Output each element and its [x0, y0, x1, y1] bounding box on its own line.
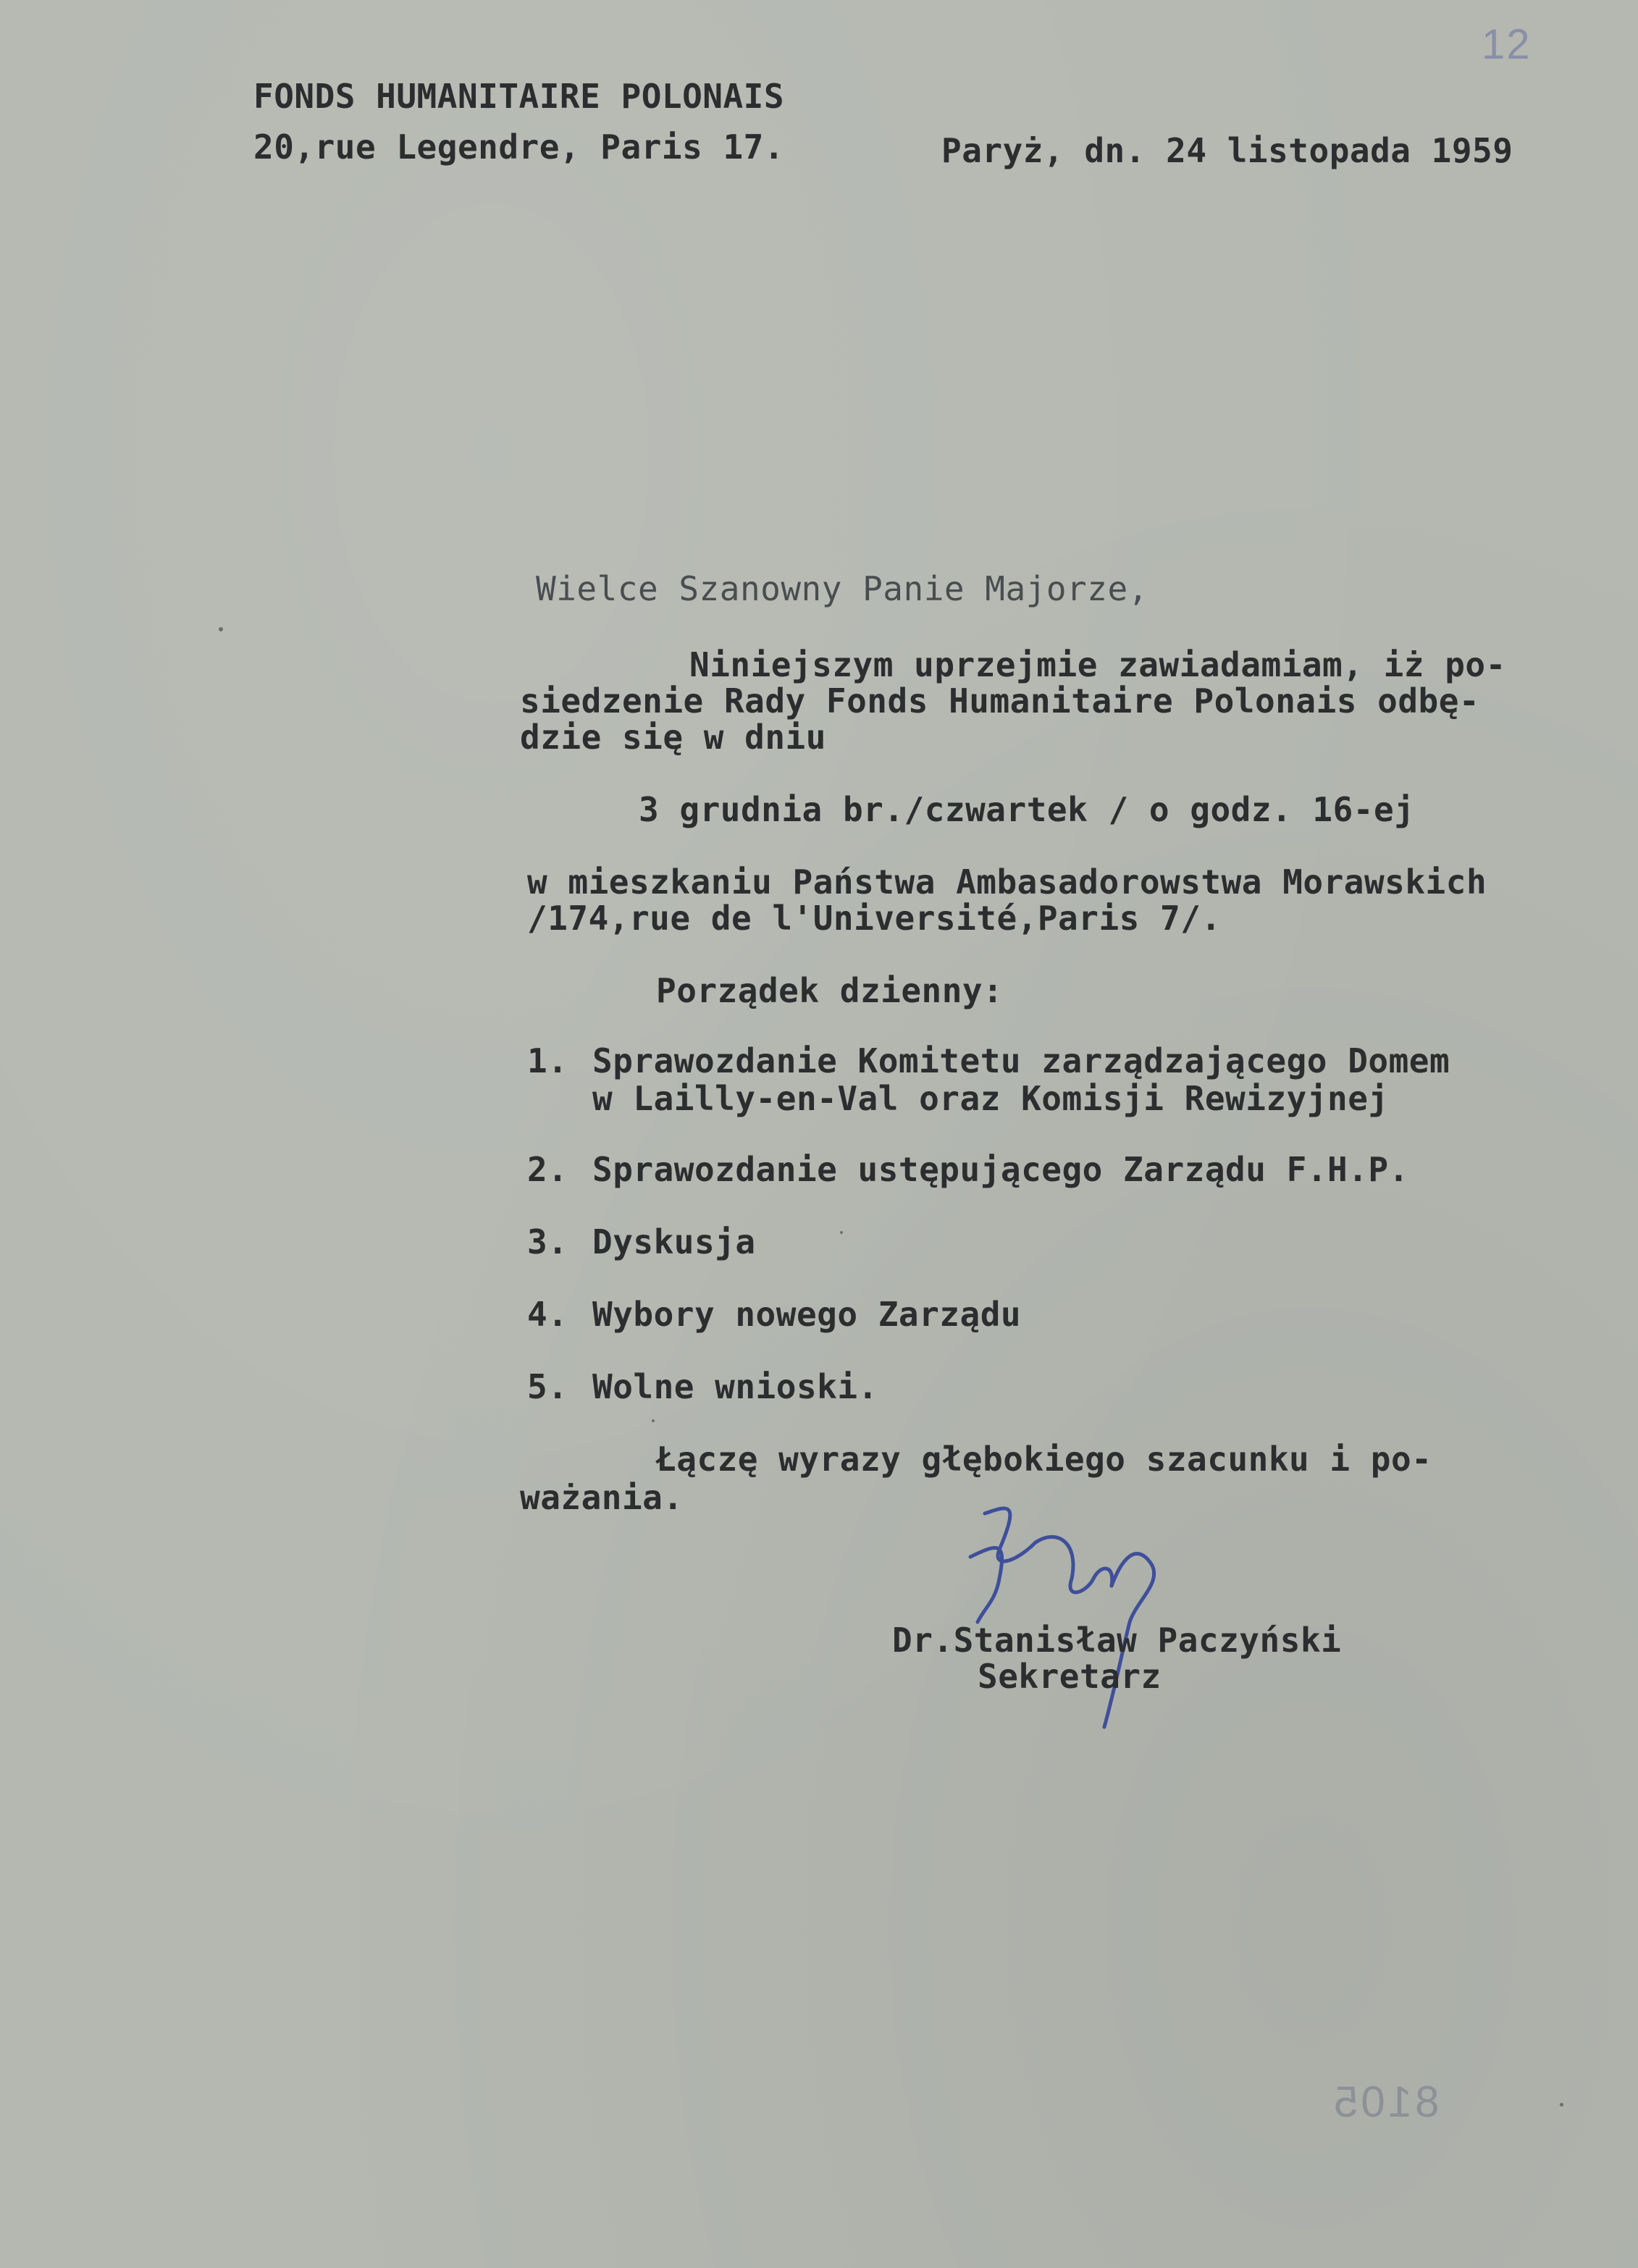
location-line-2: /174,rue de l'Université,Paris 7/.	[527, 899, 1222, 938]
location-line-1: w mieszkaniu Państwa Ambasadorowstwa Morawskich	[527, 862, 1487, 902]
agenda-item-number: 4.	[527, 1295, 568, 1334]
intro-line-2: siedzenie Rady Fonds Humanitaire Polonais odbę-	[520, 681, 1480, 721]
agenda-item-line: Wolne wnioski.	[592, 1367, 878, 1406]
agenda-item-number: 1.	[527, 1041, 568, 1080]
agenda-item-line: w Lailly-en-Val oraz Komisji Rewizyjnej	[592, 1079, 1389, 1118]
agenda-item-line: Sprawozdanie Komitetu zarządzającego Domem	[592, 1041, 1450, 1080]
closing-line-2: ważania.	[520, 1478, 684, 1517]
intro-line-1: Niniejszym uprzejmie zawiadamiam, iż po-	[689, 645, 1506, 684]
agenda-item-line: Wybory nowego Zarządu	[592, 1295, 1022, 1334]
agenda-title: Porządek dzienny:	[656, 971, 1004, 1010]
handwritten-signature	[956, 1499, 1202, 1738]
agenda-item-number: 2.	[527, 1150, 568, 1189]
paper-speck	[1560, 2103, 1563, 2107]
archive-stamp-number: 8105	[1331, 2078, 1440, 2126]
intro-line-3: dzie się w dniu	[520, 718, 826, 757]
agenda-item-line: Dyskusja	[592, 1222, 756, 1261]
organization-address: 20,rue Legendre, Paris 17.	[253, 127, 785, 167]
agenda-item-line: Sprawozdanie ustępującego Zarządu F.H.P.	[592, 1150, 1409, 1189]
agenda-item-number: 5.	[527, 1367, 568, 1406]
meeting-date-time: 3 grudnia br./czwartek / o godz. 16-ej	[639, 790, 1415, 829]
salutation: Wielce Szanowny Panie Majorze,	[536, 569, 1148, 608]
closing-line-1: Łączę wyrazy głębokiego szacunku i po-	[656, 1440, 1432, 1479]
organization-name: FONDS HUMANITAIRE POLONAIS	[253, 77, 785, 116]
place-and-date: Paryż, dn. 24 listopada 1959	[941, 131, 1513, 170]
agenda-item-number: 3.	[527, 1222, 568, 1261]
signatory-name: Dr.Stanisław Paczyński	[892, 1621, 1342, 1660]
paper-speck	[652, 1419, 655, 1422]
signatory-title: Sekretarz	[978, 1657, 1162, 1696]
page-number: 12	[1482, 21, 1532, 68]
paper-speck	[219, 627, 223, 631]
paper-speck	[840, 1231, 843, 1234]
